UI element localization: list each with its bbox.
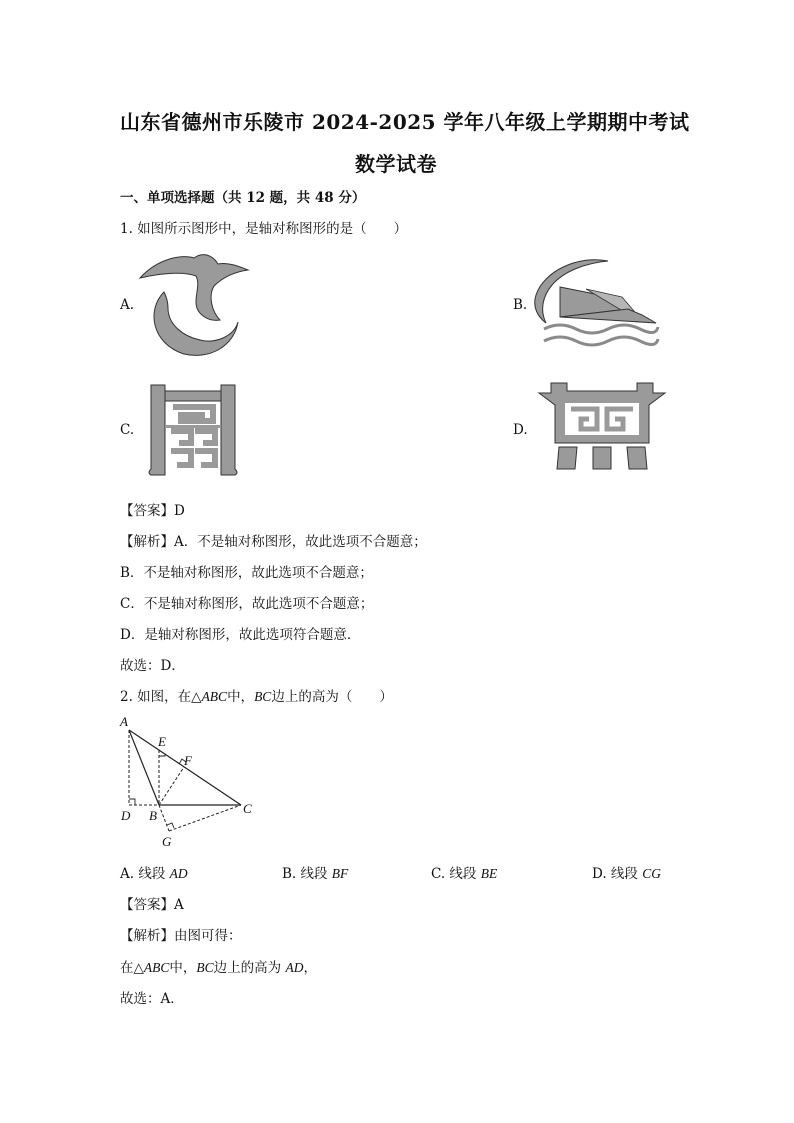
label-f: F [184,753,192,768]
q2-option-b [282,862,348,882]
segment-gc [169,805,241,831]
section-header: 一、单项选择题（共 12 题，共 48 分） [120,190,366,206]
label-d: D [121,808,131,823]
segment-bg [159,805,169,831]
q2-option-d-seg: CG [642,866,661,881]
q1-figure-d [537,383,667,473]
segment-ab [129,730,159,805]
q2-option-c-prefix: C. 线段 [431,866,481,882]
q1-stem: 1. 如图所示图形中，是轴对称图形的是（ ） [120,221,408,237]
q1-option-b-label: B. [513,297,528,313]
q2-answer: 【答案】A [120,897,184,913]
segment-bf [159,767,184,805]
q2-option-d [592,862,661,882]
right-angle-g [167,823,174,828]
q2-analysis-part-6: AD [285,960,304,975]
q2-analysis-line-1: 【解析】由图可得： [120,928,242,944]
page-title: 山东省德州市乐陵市 2024-2025 学年八年级上学期期中考试 [120,110,690,134]
q2-analysis-part-2: ABC [143,960,170,975]
q1-analysis-line-3: C．不是轴对称图形，故此选项不合题意； [120,596,374,612]
label-c: C [243,801,252,816]
q2-analysis-part-1: 在△ [120,960,144,976]
right-angle-d [129,799,135,805]
label-e: E [158,734,166,749]
q2-option-b-seg: BF [331,866,349,881]
page-subtitle: 数学试卷 [355,152,437,176]
q1-answer: 【答案】D [120,503,185,519]
q2-option-a-prefix: A. 线段 [120,866,170,882]
q2-stem [120,685,393,705]
q2-option-a [120,862,188,882]
q1-figure-b [530,257,660,349]
q1-analysis-line-2: B．不是轴对称图形，故此选项不合题意； [120,565,373,581]
q2-stem-mid: 中， [227,689,255,705]
q2-analysis-part-7: ， [303,960,317,976]
q2-stem-abc: ABC [201,689,228,704]
q1-option-c-label: C. [120,422,135,438]
q1-analysis-line-5: 故选：D． [120,658,185,674]
q1-option-d-label: D. [513,422,528,438]
q2-option-b-prefix: B. 线段 [282,866,332,882]
label-a: A [120,714,128,729]
label-b: B [149,808,157,823]
q2-analysis-line-2 [120,956,317,976]
q2-option-c [431,862,497,882]
q2-stem-suffix: 边上的高为（ ） [271,689,393,705]
q2-analysis-line-3: 故选：A． [120,991,184,1007]
q1-analysis-line-4: D．是轴对称图形，故此选项符合题意． [120,627,361,643]
q2-stem-bc: BC [254,689,272,704]
q2-analysis-part-4: BC [196,960,214,975]
q2-stem-prefix: 2. 如图，在△ [120,689,202,705]
q1-option-a-label: A. [120,297,135,313]
q2-analysis-part-3: 中， [169,960,197,976]
label-g: G [162,834,172,849]
q2-option-d-prefix: D. 线段 [592,866,643,882]
q1-figure-a [138,250,250,360]
q2-option-c-seg: BE [480,866,498,881]
q2-analysis-part-5: 边上的高为 [213,960,286,976]
q2-option-a-seg: AD [169,866,188,881]
q1-figure-c [147,385,239,477]
q1-analysis-line-1: 【解析】A．不是轴对称图形，故此选项不合题意； [120,534,427,550]
q2-figure [115,713,265,853]
right-angle-e [159,754,165,756]
